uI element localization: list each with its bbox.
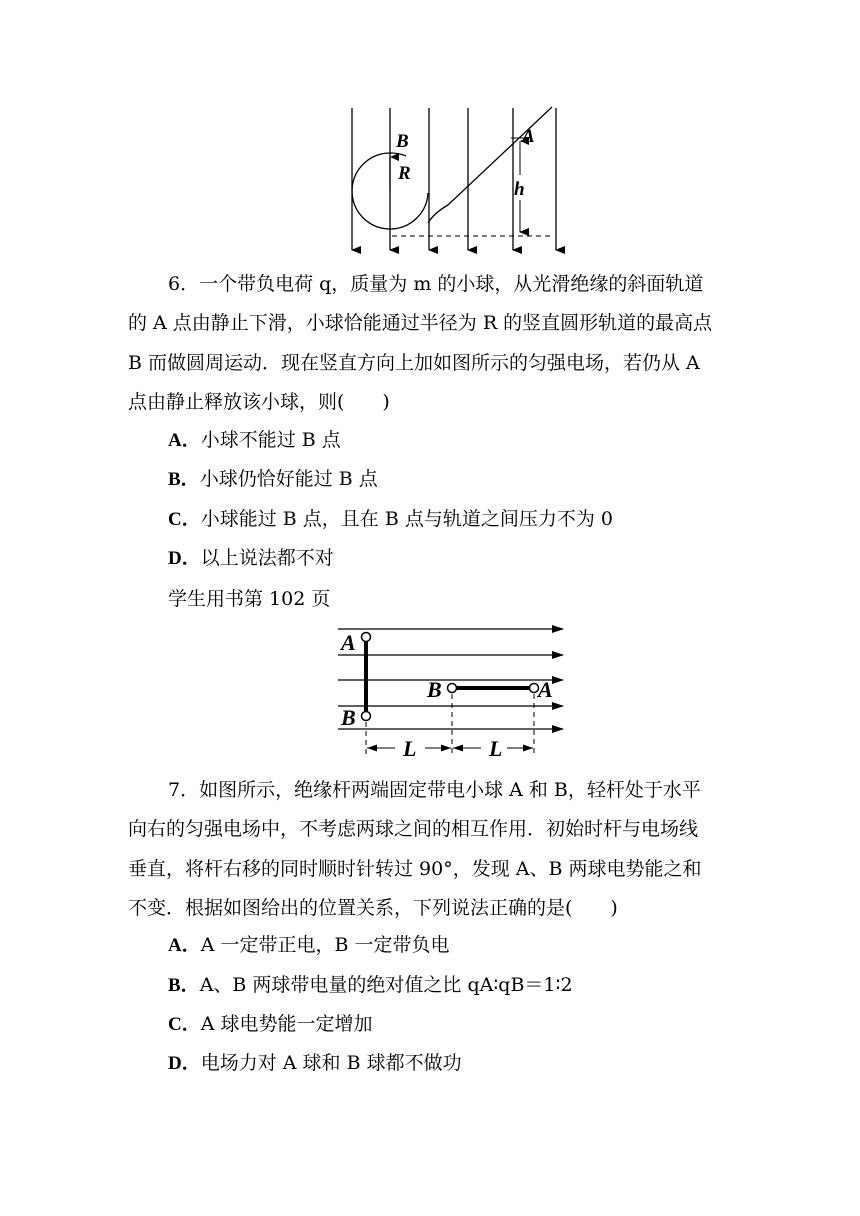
label-B-final: B (427, 677, 442, 702)
question-6-option-a (168, 427, 341, 454)
option-letter: C． (168, 509, 201, 530)
figure-rod-in-field (335, 620, 570, 765)
option-letter: B． (168, 469, 200, 490)
option-text: 小球能过 B 点，且在 B 点与轨道之间压力不为 0 (200, 508, 613, 530)
question-6-stem (128, 265, 738, 423)
option-letter: B． (168, 975, 200, 996)
option-text: A 球电势能一定增加 (200, 1013, 373, 1035)
question-7-option-b (168, 972, 573, 999)
question-7-line-4: 不变．根据如图给出的位置关系，下列说法正确的是( ) (128, 897, 618, 920)
question-7-option-d (168, 1050, 462, 1077)
question-6-line-2: 的 A 点由静止下滑，小球恰能通过半径为 R 的竖直圆形轨道的最高点 (128, 312, 713, 335)
book-page-reference: 学生用书第 102 页 (168, 588, 331, 610)
option-text: A、B 两球带电量的绝对值之比 qA∶qB＝1∶2 (199, 974, 573, 996)
option-text: 小球仍恰好能过 B 点 (199, 468, 378, 490)
option-letter: D． (168, 548, 201, 569)
question-6-line-1: 6．一个带负电荷 q，质量为 m 的小球，从光滑绝缘的斜面轨道 (168, 273, 704, 295)
option-text: A 一定带正电，B 一定带负电 (200, 934, 450, 956)
option-letter: A． (168, 935, 201, 956)
incline-track (428, 107, 552, 223)
question-7-line-2: 向右的匀强电场中，不考虑两球之间的相互作用．初始时杆与电场线 (128, 818, 699, 841)
label-L-second: L (489, 736, 503, 761)
label-A-initial: A (341, 630, 356, 655)
question-7-option-a (168, 932, 450, 959)
question-6-line-4: 点由静止释放该小球，则( ) (128, 391, 390, 414)
option-text: 电场力对 A 球和 B 球都不做功 (200, 1052, 462, 1074)
question-6-line-3: B 而做圆周运动．现在竖直方向上加如图所示的匀强电场，若仍从 A (128, 351, 700, 374)
ball-A-initial (362, 633, 371, 642)
label-A: A (522, 126, 535, 147)
question-7-stem (128, 771, 738, 929)
question-6-option-b (168, 466, 378, 493)
option-letter: A． (168, 430, 201, 451)
question-7-option-c (168, 1011, 373, 1038)
question-6-option-d (168, 545, 334, 572)
ball-B-initial (362, 712, 371, 721)
option-text: 小球不能过 B 点 (200, 429, 341, 451)
question-7-line-1: 7．如图所示，绝缘杆两端固定带电小球 A 和 B，轻杆处于水平 (168, 779, 701, 801)
question-6-option-c (168, 506, 613, 533)
figure-loop-track (330, 105, 570, 255)
question-7-line-3: 垂直，将杆右移的同时顺时针转过 90°，发现 A、B 两球电势能之和 (128, 857, 702, 880)
option-letter: D． (168, 1053, 201, 1074)
ball-B-final (448, 684, 457, 693)
label-L-first: L (403, 736, 417, 761)
option-text: 以上说法都不对 (200, 547, 334, 569)
label-B-initial: B (341, 705, 356, 730)
label-h: h (514, 179, 525, 200)
label-B: B (396, 131, 409, 152)
label-R: R (398, 163, 411, 184)
field-lines (338, 629, 563, 729)
label-A-final: A (538, 677, 553, 702)
option-letter: C． (168, 1014, 201, 1035)
